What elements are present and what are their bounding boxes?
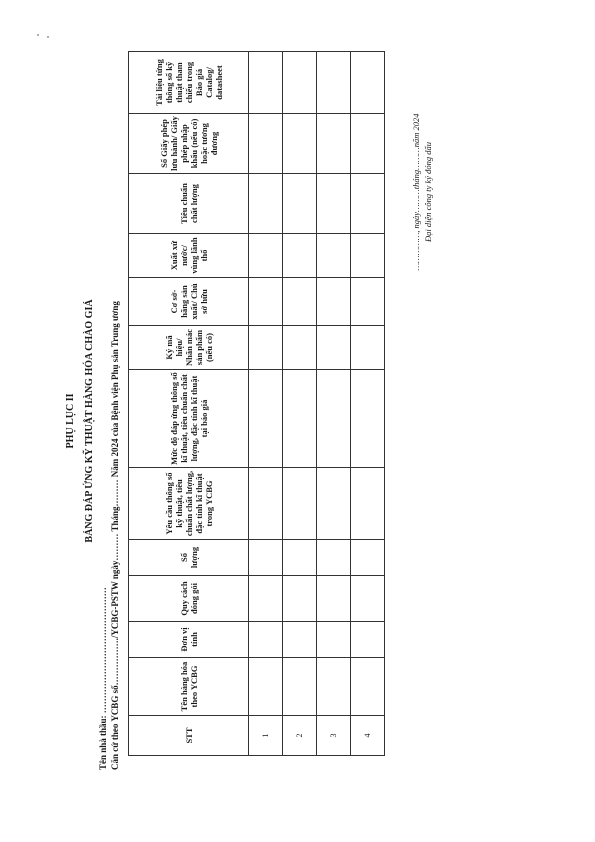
- table-cell: [351, 658, 385, 716]
- table-cell: [283, 576, 317, 622]
- table-cell: [249, 234, 283, 278]
- header-reference-documents: Tài liệu từng thông số kỹ thuật tham chiếu trong Báo giá Catalog/ datasheet: [129, 52, 249, 114]
- table-cell: [283, 658, 317, 716]
- form-title: BẢNG ĐÁP ỨNG KỸ THUẬT HÀNG HÓA CHÀO GIÁ: [84, 299, 95, 543]
- table-cell: [283, 622, 317, 658]
- table-cell: [351, 370, 385, 468]
- signature-role-line: Đại diện công ty ký đóng dấu: [423, 141, 433, 243]
- header-license-number: Số Giấy phép lưu hành/ Giấy phép nhập khẩu (nếu có) hoặc tương đương: [129, 114, 249, 174]
- table-row: [351, 52, 385, 756]
- table-cell: [249, 576, 283, 622]
- table-cell: [283, 234, 317, 278]
- row-stt: 3: [317, 716, 351, 756]
- table-cell: [283, 370, 317, 468]
- table-cell: [351, 622, 385, 658]
- table-cell: [317, 468, 351, 540]
- table-cell: [249, 622, 283, 658]
- table-cell: [283, 114, 317, 174]
- table-cell: [351, 540, 385, 576]
- table-cell: [351, 52, 385, 114]
- header-origin: Xuất xứ nước/ vùng lãnh thổ: [129, 234, 249, 278]
- table-cell: [351, 576, 385, 622]
- table-cell: [317, 234, 351, 278]
- table-cell: [283, 278, 317, 326]
- table-cell: [317, 370, 351, 468]
- table-cell: [249, 468, 283, 540]
- table-cell: [249, 658, 283, 716]
- table-cell: [283, 540, 317, 576]
- table-cell: [317, 622, 351, 658]
- technical-response-table: [128, 51, 385, 756]
- table-row: [283, 52, 317, 756]
- table-cell: [317, 658, 351, 716]
- bidder-name-line: Tên nhà thầu: ……………………………………: [98, 587, 108, 770]
- table-cell: [317, 540, 351, 576]
- header-quality-standard: Tiêu chuẩn chất lượng: [129, 174, 249, 234]
- table-cell: [283, 52, 317, 114]
- row-stt: 1: [249, 716, 283, 756]
- table-cell: [249, 114, 283, 174]
- table-cell: [249, 52, 283, 114]
- table-cell: [249, 370, 283, 468]
- table-cell: [351, 468, 385, 540]
- table-header-row: [129, 52, 249, 756]
- header-compliance-level: Mức độ đáp ứng thông số kĩ thuật, tiêu chuẩn chất lượng, đặc tính kĩ thuật tại báo giá: [129, 370, 249, 468]
- row-stt: 2: [283, 716, 317, 756]
- table-row: [317, 52, 351, 756]
- appendix-title: PHỤ LỤC II: [65, 393, 76, 449]
- table-cell: [317, 174, 351, 234]
- header-unit: Đơn vị tính: [129, 622, 249, 658]
- table-cell: [249, 540, 283, 576]
- scan-speck: [37, 34, 39, 36]
- table-cell: [249, 278, 283, 326]
- scan-speck: [47, 36, 49, 38]
- table-row: [249, 52, 283, 756]
- table-cell: [351, 234, 385, 278]
- table-cell: [317, 326, 351, 370]
- header-stt: STT: [129, 716, 249, 756]
- table-cell: [351, 174, 385, 234]
- table-cell: [283, 468, 317, 540]
- table-cell: [249, 174, 283, 234]
- header-manufacturer: Cơ sở- hãng sản xuất/ Chủ sở hữu: [129, 278, 249, 326]
- table-cell: [283, 174, 317, 234]
- table-cell: [351, 278, 385, 326]
- header-model-code: Ký mã hiệu/ Nhãn mác sản phẩm (nếu có): [129, 326, 249, 370]
- table-cell: [351, 114, 385, 174]
- table-cell: [317, 114, 351, 174]
- table-cell: [317, 52, 351, 114]
- basis-reference-line: Căn cứ theo YCBG số……………./YCBG-PSTW ngày……… Tháng……… Năm 2024 của Bệnh viện Phụ sản Trung ương: [110, 301, 120, 770]
- table-cell: [317, 278, 351, 326]
- table-cell: [351, 326, 385, 370]
- header-item-name: Tên hàng hóa theo YCBG: [129, 658, 249, 716]
- header-quantity: Số lượng: [129, 540, 249, 576]
- table-cell: [249, 326, 283, 370]
- signature-date-line: ……………, ngày………tháng………năm 2024: [411, 113, 421, 271]
- table-cell: [283, 326, 317, 370]
- row-stt: 4: [351, 716, 385, 756]
- header-required-specs: Yêu cầu thông số kỹ thuật, tiêu chuẩn chất lượng, đặc tính kĩ thuật trong YCBG: [129, 468, 249, 540]
- table-cell: [317, 576, 351, 622]
- header-packing: Quy cách đóng gói: [129, 576, 249, 622]
